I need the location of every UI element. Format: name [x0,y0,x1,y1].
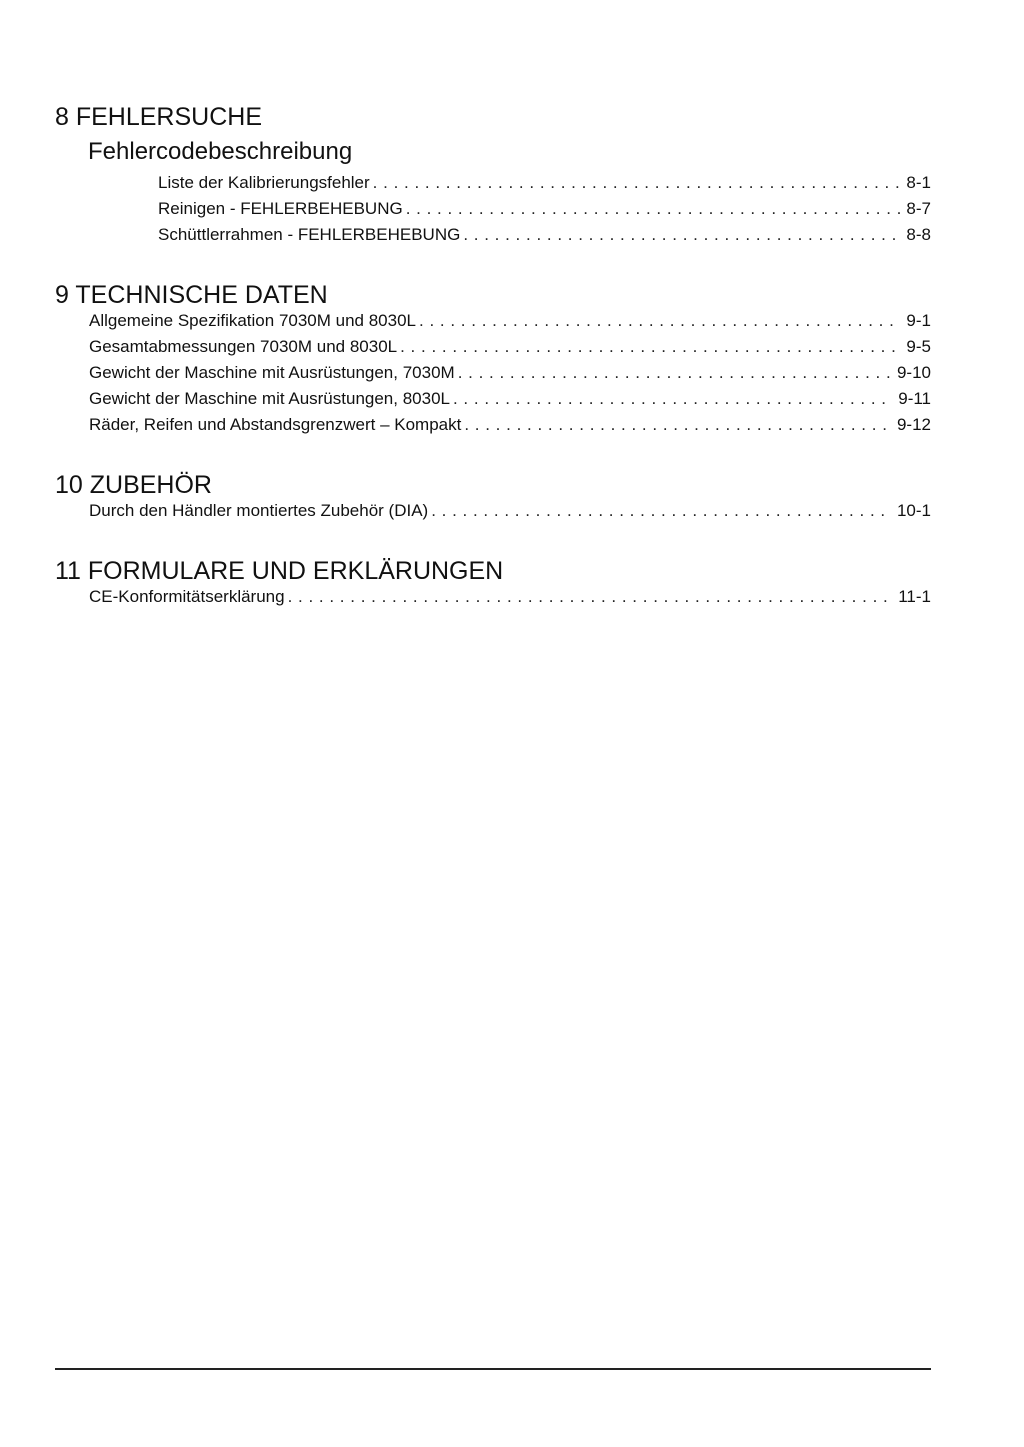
toc-entry[interactable] [89,360,931,386]
dot-leader [406,196,901,222]
toc-entry[interactable] [89,386,931,412]
toc-entry-page: 11-1 [898,587,931,606]
toc-entry-label: Allgemeine Spezifikation 7030M und 8030L [89,311,417,330]
toc-entry-label: Gesamtabmessungen 7030M und 8030L [89,337,398,356]
toc-entry-page: 9-5 [906,337,931,356]
toc-entry-list [55,498,931,524]
toc-entry-label: Schüttlerrahmen - FEHLERBEHEBUNG [158,225,461,244]
chapter-title: 10 ZUBEHÖR [55,471,212,499]
toc-entry-label: CE-Konformitätserklärung [89,587,285,606]
toc-entry-page: 9-10 [896,363,931,382]
dot-leader [464,412,891,438]
toc-entry-list [55,308,931,438]
toc-chapter-8 [55,100,931,248]
toc-entry-label: Durch den Händler montiertes Zubehör (DIA) [89,501,429,520]
toc-entry-page: 8-7 [906,199,931,218]
dot-leader [463,222,900,248]
chapter-title: 9 TECHNISCHE DATEN [55,281,328,309]
dot-leader [373,170,901,196]
toc-entry-list [55,584,931,610]
dot-leader [458,360,891,386]
toc-entry-label: Räder, Reifen und Abstandsgrenzwert – Kompakt [89,415,462,434]
section-title: Fehlercodebeschreibung [88,138,353,165]
dot-leader [453,386,892,412]
toc-entry[interactable] [158,170,931,196]
toc-chapter-9 [55,280,931,438]
chapter-title: 11 FORMULARE UND ERKLÄRUNGEN [55,557,504,585]
toc-entry[interactable] [89,498,931,524]
toc-entry-label: Reinigen - FEHLERBEHEBUNG [158,199,403,218]
toc-chapter-10 [55,470,931,524]
toc-entry-page: 10-1 [896,501,931,520]
toc-entry[interactable] [89,334,931,360]
toc-entry[interactable] [158,222,931,248]
toc-entry-list [55,170,931,248]
toc-entry-page: 9-1 [906,311,931,330]
table-of-contents [55,100,931,610]
toc-entry-label: Gewicht der Maschine mit Ausrüstungen, 8030L [89,389,450,408]
toc-entry-label: Gewicht der Maschine mit Ausrüstungen, 7030M [89,363,455,382]
toc-entry-page: 8-1 [906,173,931,192]
dot-leader [419,308,900,334]
dot-leader [431,498,891,524]
footer-divider [55,1368,931,1370]
toc-entry-page: 8-8 [906,225,931,244]
toc-entry-page: 9-12 [896,415,931,434]
toc-entry[interactable] [89,308,931,334]
toc-chapter-11 [55,556,931,610]
toc-entry-page: 9-11 [898,389,931,408]
toc-entry-label: Liste der Kalibrierungsfehler [158,173,370,192]
dot-leader [288,584,893,610]
toc-entry[interactable] [89,584,931,610]
toc-entry[interactable] [158,196,931,222]
dot-leader [400,334,900,360]
chapter-title: 8 FEHLERSUCHE [55,103,262,131]
toc-entry[interactable] [89,412,931,438]
